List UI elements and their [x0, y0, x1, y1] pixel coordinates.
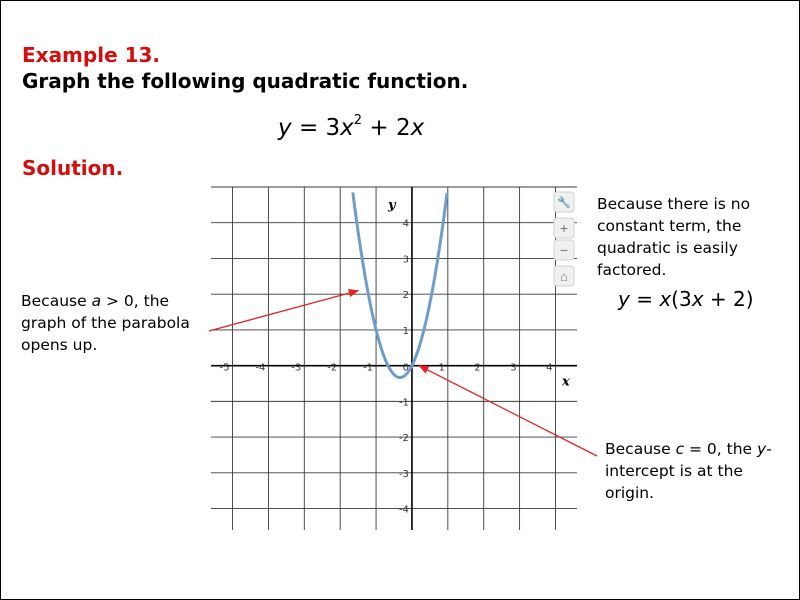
arrow-leading-coefficient — [209, 291, 358, 331]
wrench-button[interactable] — [554, 192, 574, 212]
solution-label: Solution. — [22, 156, 124, 180]
zoom-out-button[interactable] — [554, 240, 574, 260]
x-tick-label: -3 — [291, 362, 302, 374]
x-tick-label: 2 — [474, 362, 481, 374]
x-tick-label: 4 — [546, 362, 553, 374]
x-tick-label: 0 — [402, 362, 409, 374]
x-tick-label: -4 — [255, 362, 266, 374]
x-tick-label: -1 — [363, 362, 374, 374]
home-icon: ⌂ — [560, 269, 568, 284]
y-tick-label: 2 — [402, 290, 409, 302]
x-tick-label: -2 — [327, 362, 338, 374]
tick-labels — [220, 219, 553, 516]
y-tick-label: -4 — [398, 504, 409, 516]
x-tick-label: 1 — [438, 362, 445, 374]
zoom-in-button[interactable] — [554, 218, 574, 238]
parabola-curve — [353, 192, 447, 377]
x-tick-label: 3 — [510, 362, 517, 374]
minus-icon: − — [559, 242, 569, 258]
note-constant-term: Because there is no constant term, the quadratic is easily factored. — [597, 195, 751, 279]
example-label: Example 13. — [22, 43, 161, 67]
y-tick-label: -2 — [398, 433, 409, 445]
y-tick-label: 4 — [402, 218, 409, 230]
x-tick-label: -5 — [219, 362, 230, 374]
instruction-text: Graph the following quadratic function. — [22, 69, 469, 93]
factored-equation: y = x(3x + 2) — [618, 287, 754, 311]
note-y-intercept: Because c = 0, the y-intercept is at the origin. — [605, 440, 772, 502]
y-tick-label: -3 — [398, 468, 409, 480]
note-leading-coefficient: Because a > 0, the graph of the parabola opens up. — [21, 292, 190, 354]
y-tick-label: -1 — [398, 397, 409, 409]
equation: $y = 3x^2 + 2x$ — [278, 113, 425, 141]
y-tick-label: 1 — [402, 325, 409, 337]
plus-icon: + — [559, 220, 569, 236]
wrench-icon: 🔧 — [557, 197, 571, 209]
x-axis-label: x — [562, 374, 570, 390]
grid-lines — [211, 187, 577, 530]
home-button[interactable] — [554, 266, 574, 286]
y-axis-label: y — [387, 198, 396, 213]
axes — [211, 187, 577, 530]
arrow-y-intercept — [419, 366, 597, 456]
y-tick-label: 3 — [402, 254, 409, 266]
